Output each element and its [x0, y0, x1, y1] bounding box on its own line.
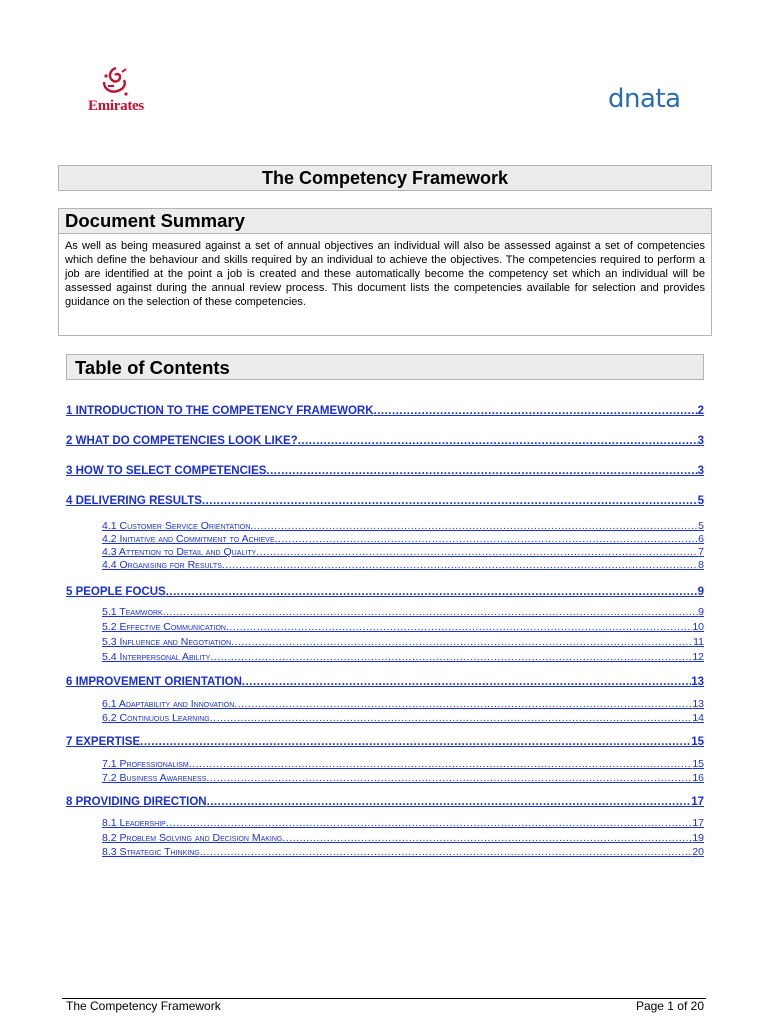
toc-entry-page: 17 — [692, 817, 704, 829]
toc-entry[interactable] — [66, 585, 704, 599]
toc-leader-dots — [207, 795, 692, 809]
toc-entry-page: 10 — [692, 621, 704, 633]
toc-leader-dots — [275, 533, 699, 546]
document-summary-section — [58, 208, 712, 336]
toc-entry-page: 5 — [698, 520, 704, 532]
toc-entry-label: 6.1 Adaptability and Innovation — [102, 698, 235, 710]
toc-entry[interactable] — [102, 698, 704, 711]
toc-entry-page: 8 — [698, 559, 704, 571]
toc-leader-dots — [256, 546, 698, 559]
emirates-calligraphy-icon — [96, 66, 132, 98]
toc-leader-dots — [222, 559, 698, 572]
toc-entry[interactable] — [66, 404, 704, 418]
toc-leader-dots — [226, 621, 692, 634]
toc-entry-page: 19 — [692, 832, 704, 844]
toc-entry-label: 4.3 Attention to Detail and Quality — [102, 546, 257, 558]
toc-entry-label: 4.4 Organising for Results — [102, 559, 222, 571]
toc-entry[interactable] — [102, 712, 704, 725]
toc-entry-label: 5 PEOPLE FOCUS — [66, 586, 166, 598]
summary-text: As well as being measured against a set of annual objectives an individual will also be assessed against a set of competencies which define the behaviour and skills required by an individual to achieve the objectives. The competencies required to perform a job are identified at the point a job is created and these automatically become the competency set which an individual will be assessed against during the annual review process. This document lists the competencies available for selection and provides guidance on the selection of these competencies. — [65, 240, 705, 308]
toc-entry[interactable] — [66, 795, 704, 809]
toc-leader-dots — [210, 712, 693, 725]
toc-entry[interactable] — [66, 735, 704, 749]
toc-leader-dots — [374, 404, 698, 418]
toc-entry-label: 5.4 Interpersonal Ability — [102, 651, 211, 663]
toc-entry-page: 15 — [692, 758, 704, 770]
toc-leader-dots — [163, 606, 698, 619]
toc-leader-dots — [206, 772, 692, 785]
toc-entry-label: 8 PROVIDING DIRECTION — [66, 796, 207, 808]
dnata-logo: dnata — [608, 84, 681, 114]
emirates-wordmark: Emirates — [88, 98, 144, 114]
toc-heading: Table of Contents — [66, 354, 704, 380]
toc-entry-label: 6 IMPROVEMENT ORIENTATION — [66, 676, 242, 688]
toc-entry-page: 12 — [692, 651, 704, 663]
toc-entry-label: 1 INTRODUCTION TO THE COMPETENCY FRAMEWORK — [66, 405, 374, 417]
toc-entry-label: 4.2 Initiative and Commitment to Achieve — [102, 533, 275, 545]
toc-entry-page: 3 — [697, 465, 704, 477]
document-title: The Competency Framework — [58, 165, 712, 191]
toc-entry[interactable] — [102, 559, 704, 572]
toc-entry[interactable] — [66, 434, 704, 448]
toc-leader-dots — [250, 520, 698, 533]
toc-entry-page: 9 — [697, 586, 704, 598]
toc-entry-label: 8.2 Problem Solving and Decision Making — [102, 832, 283, 844]
toc-leader-dots — [298, 434, 698, 448]
toc-entry[interactable] — [102, 846, 704, 859]
toc-leader-dots — [231, 636, 693, 649]
toc-leader-dots — [166, 817, 693, 830]
toc-leader-dots — [282, 832, 692, 845]
toc-leader-dots — [266, 464, 697, 478]
toc-entry-label: 4.1 Customer Service Orientation — [102, 520, 251, 532]
toc-entry[interactable] — [102, 520, 704, 533]
footer-page-number: Page 1 of 20 — [635, 999, 704, 1013]
toc-entry-page: 5 — [697, 495, 704, 507]
toc-entry-page: 6 — [698, 533, 704, 545]
toc-entry-page: 3 — [697, 435, 704, 447]
toc-entry-page: 13 — [691, 676, 704, 688]
summary-heading: Document Summary — [59, 209, 711, 234]
toc-entry-label: 8.1 Leadership — [102, 817, 166, 829]
toc-entry[interactable] — [102, 758, 704, 771]
toc-entry[interactable] — [102, 772, 704, 785]
toc-leader-dots — [202, 494, 698, 508]
toc-entry-label: 6.2 Continuous Learning — [102, 712, 210, 724]
toc-entry[interactable] — [102, 606, 704, 619]
toc-leader-dots — [166, 585, 698, 599]
toc-entry-page: 16 — [692, 772, 704, 784]
toc-leader-dots — [242, 675, 691, 689]
toc-entry-page: 20 — [692, 846, 704, 858]
footer-document-name: The Competency Framework — [66, 999, 221, 1013]
toc-entry-label: 5.3 Influence and Negotiation — [102, 636, 232, 648]
toc-entry[interactable] — [102, 621, 704, 634]
toc-entry[interactable] — [66, 464, 704, 478]
toc-leader-dots — [140, 735, 691, 749]
toc-entry-label: 8.3 Strategic Thinking — [102, 846, 200, 858]
toc-leader-dots — [234, 698, 692, 711]
toc-entry-label: 2 WHAT DO COMPETENCIES LOOK LIKE? — [66, 435, 298, 447]
toc-entry-label: 7 EXPERTISE — [66, 736, 141, 748]
toc-entry-page: 17 — [691, 796, 704, 808]
toc-entry-label: 5.1 Teamwork — [102, 606, 163, 618]
toc-leader-dots — [210, 651, 692, 664]
toc-leader-dots — [189, 758, 693, 771]
toc-entry[interactable] — [102, 651, 704, 664]
toc-entry-label: 7.2 Business Awareness — [102, 772, 207, 784]
toc-entry[interactable] — [102, 546, 704, 559]
toc-entry-page: 2 — [697, 405, 704, 417]
toc-entry[interactable] — [102, 533, 704, 546]
toc-entry-page: 11 — [693, 636, 704, 648]
toc-entry[interactable] — [102, 832, 704, 845]
toc-entry-label: 3 HOW TO SELECT COMPETENCIES — [66, 465, 267, 477]
toc-entry[interactable] — [66, 494, 704, 508]
toc-leader-dots — [200, 846, 693, 859]
toc-entry-label: 4 DELIVERING RESULTS — [66, 495, 202, 507]
toc-entry-label: 5.2 Effective Communication — [102, 621, 226, 633]
toc-entry[interactable] — [66, 675, 704, 689]
toc-entry-page: 13 — [692, 698, 704, 710]
toc-entry-page: 9 — [698, 606, 704, 618]
toc-entry[interactable] — [102, 817, 704, 830]
emirates-logo — [78, 66, 154, 120]
toc-entry-page: 14 — [692, 712, 704, 724]
toc-entry-page: 7 — [698, 546, 704, 558]
toc-entry-label: 7.1 Professionalism — [102, 758, 189, 770]
toc-entry[interactable] — [102, 636, 704, 649]
toc-entry-page: 15 — [691, 736, 704, 748]
